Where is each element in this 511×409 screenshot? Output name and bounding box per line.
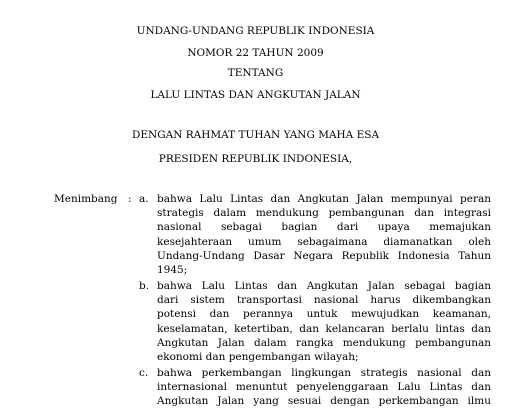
- text-line: nasional sebagai bagian dari upaya memajukan: [157, 221, 491, 234]
- text-line: keselamatan, ketertiban, dan kelancaran berlalu lintas dan: [157, 322, 491, 335]
- grace-statement: DENGAN RAHMAT TUHAN YANG MAHA ESA: [131, 129, 380, 141]
- item-a-letter: a.: [139, 193, 149, 205]
- item-b-text: [157, 279, 491, 364]
- text-line: internasional menuntut penyelenggaraan Lalu Lintas dan: [157, 381, 491, 394]
- item-b-letter: b.: [139, 280, 150, 292]
- text-line: Undang-Undang Dasar Negara Republik Indonesia Tahun: [157, 249, 491, 262]
- text-line: bahwa perkembangan lingkungan strategis nasional dan: [157, 367, 491, 379]
- text-line: 1945;: [157, 263, 188, 276]
- considering-colon: :: [128, 193, 132, 205]
- text-line: ekonomi dan pengembangan wilayah;: [157, 350, 359, 363]
- text-line: potensi dan perannya untuk mewujudkan keamanan,: [157, 308, 491, 321]
- item-c-letter: c.: [139, 367, 149, 379]
- text-line: Angkutan Jalan yang sesuai dengan perkembangan ilmu: [157, 395, 491, 408]
- text-line: kesejahteraan umum sebagaimana diamanatkan oleh: [157, 235, 491, 248]
- law-number: NOMOR 22 TAHUN 2009: [187, 47, 324, 59]
- law-title: UNDANG-UNDANG REPUBLIK INDONESIA: [136, 25, 375, 37]
- text-line: strategis dalam mendukung pembangunan dan integrasi: [157, 207, 491, 220]
- item-a-text: [157, 192, 491, 277]
- text-line: bahwa Lalu Lintas dan Angkutan Jalan mempunyai peran: [157, 193, 491, 205]
- president-heading: PRESIDEN REPUBLIK INDONESIA,: [158, 153, 353, 165]
- law-subject: LALU LINTAS DAN ANGKUTAN JALAN: [150, 89, 361, 101]
- text-line: bahwa Lalu Lintas dan Angkutan Jalan sebagai bagian: [157, 280, 491, 292]
- item-c-text: [157, 366, 491, 409]
- text-line: Angkutan Jalan dalam rangka mendukung pembangunan: [157, 336, 491, 349]
- considering-label: Menimbang: [54, 193, 118, 205]
- text-line: dari sistem transportasi nasional harus dikembangkan: [157, 294, 491, 307]
- about-heading: TENTANG: [227, 67, 284, 79]
